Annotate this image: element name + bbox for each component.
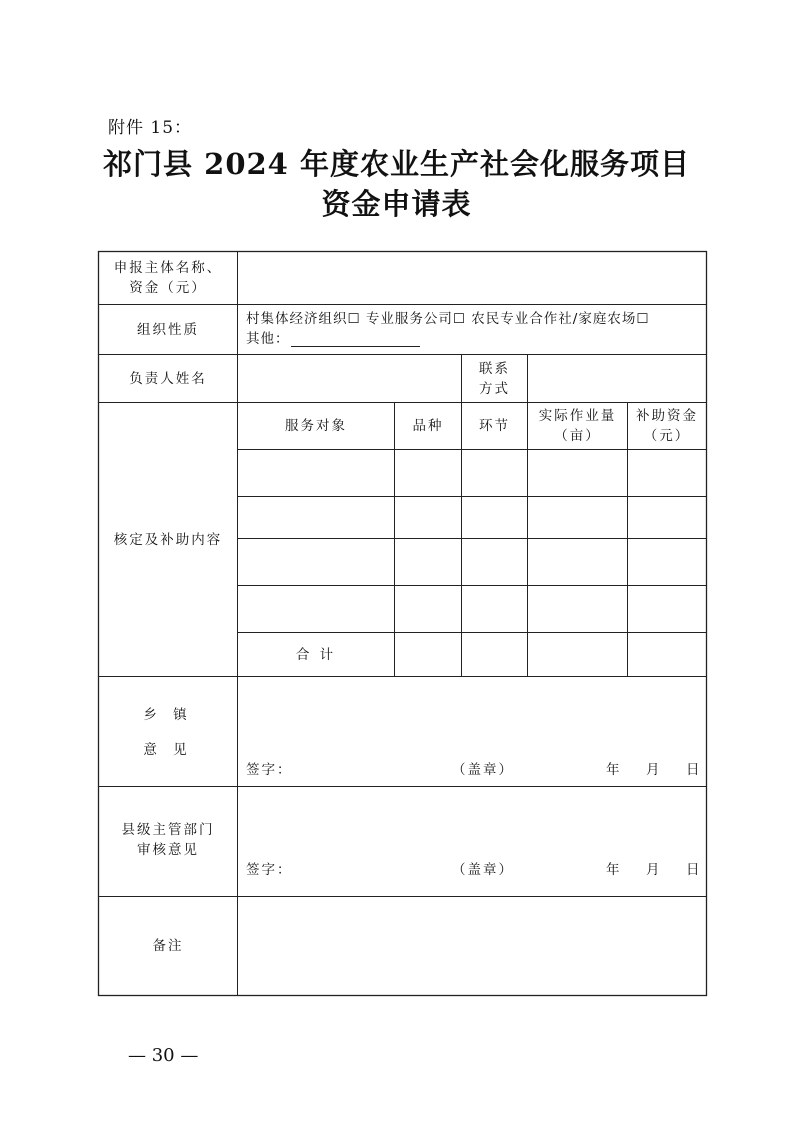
county-label: [99, 818, 237, 862]
applicant-label-line-1: 申报主体名称、: [113, 260, 223, 276]
col-variety: 品种: [412, 418, 444, 434]
total-label: 合 计: [295, 646, 337, 663]
town-month-label: 月: [646, 762, 662, 778]
contact-label-line-1: 联系: [479, 360, 510, 377]
contact-input[interactable]: [528, 355, 706, 402]
county-seal-label: （盖章）: [452, 862, 514, 878]
org-type-options[interactable]: [246, 309, 706, 353]
org-type-label: 组织性质: [137, 321, 199, 338]
org-type-options-line: 村集体经济组织☐ 专业服务公司☐ 农民专业合作社/家庭农场☐: [246, 311, 650, 327]
county-label-line-2: 审核意见: [137, 842, 199, 858]
applicant-label: [99, 252, 237, 304]
col-subsidy: [628, 403, 706, 449]
page-number: — 30 —: [128, 1045, 199, 1066]
applicant-input[interactable]: [238, 252, 706, 304]
col-subsidy-line-2: （元）: [643, 428, 691, 444]
remarks-input[interactable]: [238, 897, 706, 995]
town-label-line-1: 乡 镇: [143, 707, 193, 723]
county-sign-label: 签字：: [246, 862, 293, 878]
leader-name-input[interactable]: [238, 355, 461, 402]
county-month-label: 月: [646, 862, 662, 878]
content-label: 核定及补助内容: [113, 531, 223, 548]
page-title-line-1: 祁门县 2024 年度农业生产社会化服务项目: [103, 147, 690, 181]
town-sign-label: 签字：: [246, 762, 293, 778]
contact-label: [462, 355, 527, 402]
county-day-label: 日: [686, 862, 702, 878]
county-label-line-1: 县级主管部门: [121, 822, 215, 838]
town-day-label: 日: [686, 762, 702, 778]
town-seal-label: （盖章）: [452, 762, 514, 778]
col-service-object: 服务对象: [285, 418, 347, 434]
col-stage: 环节: [479, 418, 510, 434]
org-type-other: 其他：: [246, 331, 290, 347]
contact-label-line-2: 方式: [479, 380, 510, 397]
attachment-label: 附件 15：: [108, 118, 193, 138]
col-area: [528, 403, 627, 449]
leader-name-label: 负责人姓名: [129, 370, 207, 387]
county-year-label: 年: [606, 862, 622, 878]
town-year-label: 年: [606, 762, 622, 778]
town-label-line-2: 意 见: [143, 742, 193, 758]
remarks-label: 备注: [152, 938, 184, 954]
col-area-line-1: 实际作业量: [538, 408, 617, 424]
page-title-line-2: 资金申请表: [321, 187, 472, 221]
applicant-label-line-2: 资金（元）: [129, 280, 207, 296]
col-area-line-2: （亩）: [554, 428, 601, 444]
col-subsidy-line-1: 补助资金: [636, 408, 698, 424]
